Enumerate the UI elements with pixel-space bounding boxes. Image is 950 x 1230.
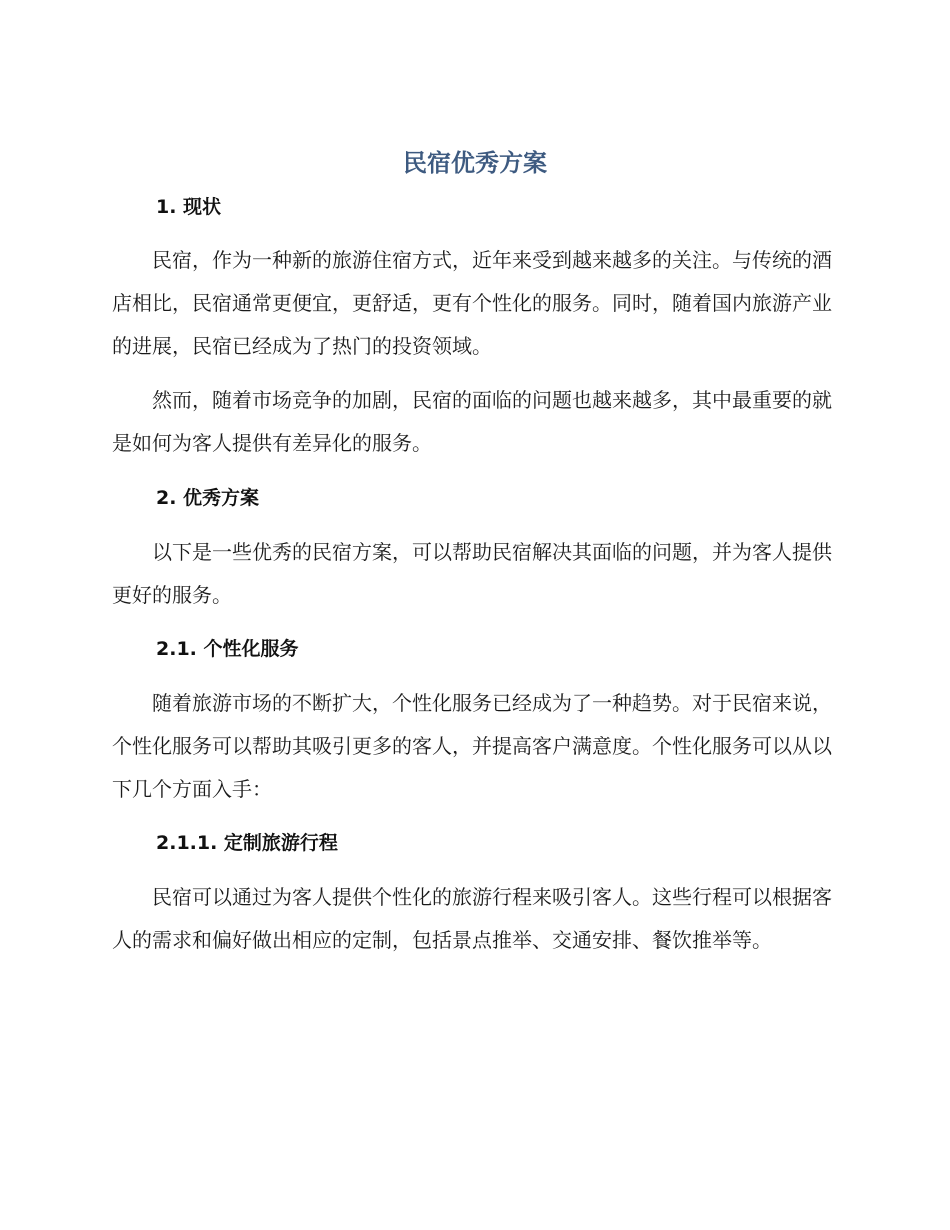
paragraph-personalized-service-1: 随着旅游市场的不断扩大，个性化服务已经成为了一种趋势。对于民宿来说，个性化服务可以帮助其吸引更多的客人，并提高客户满意度。个性化服务可以从以下几个方面入手： [112,691,832,801]
section-heading-status: 1. 现状 [156,196,222,218]
paragraph-excellent-plan-1: 以下是一些优秀的民宿方案，可以帮助民宿解决其面临的问题，并为客人提供更好的服务。 [112,540,832,607]
paragraph-custom-itinerary-1: 民宿可以通过为客人提供个性化的旅游行程来吸引客人。这些行程可以根据客人的需求和偏好做出相应的定制，包括景点推举、交通安排、餐饮推举等。 [112,885,832,952]
paragraph-status-2: 然而，随着市场竞争的加剧，民宿的面临的问题也越来越多，其中最重要的就是如何为客人提供有差异化的服务。 [112,388,832,455]
section-heading-excellent-plan: 2. 优秀方案 [156,487,260,509]
paragraph-status-1: 民宿，作为一种新的旅游住宿方式，近年来受到越来越多的关注。与传统的酒店相比，民宿通常更便宜，更舒适，更有个性化的服务。同时，随着国内旅游产业的进展，民宿已经成为了热门的投资领域。 [112,248,832,358]
section-heading-custom-itinerary: 2.1.1. 定制旅游行程 [156,832,338,854]
section-heading-personalized-service: 2.1. 个性化服务 [156,638,299,660]
document-title: 民宿优秀方案 [403,149,547,177]
